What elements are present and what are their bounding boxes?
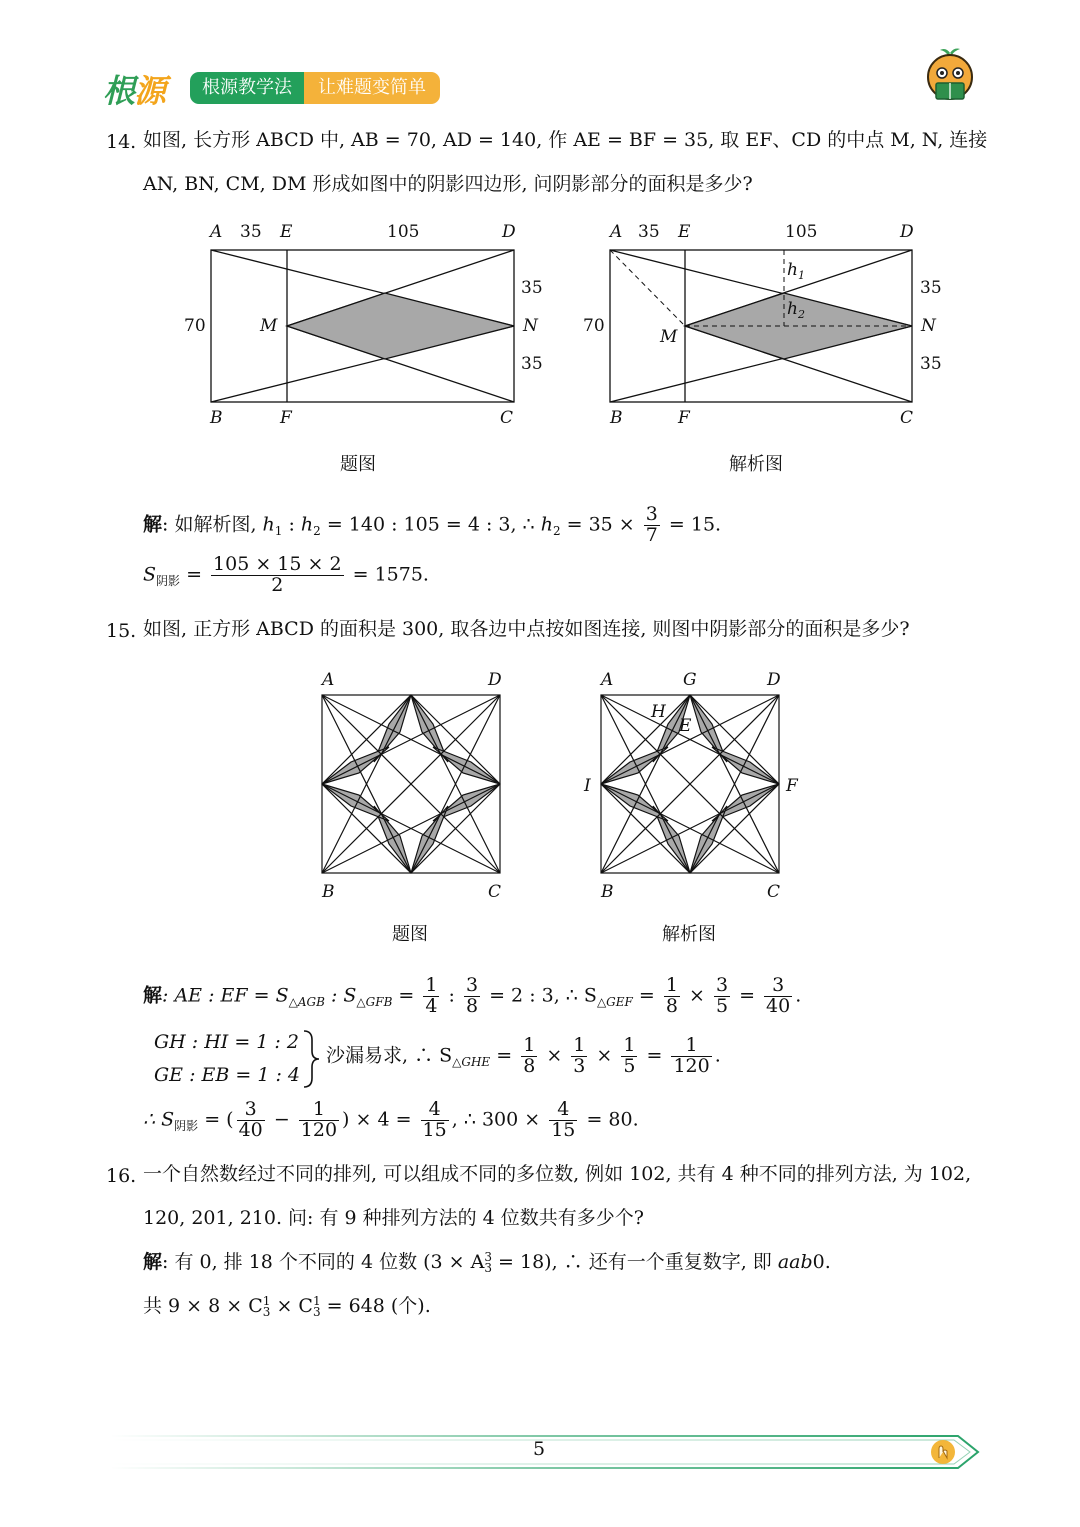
- p14-text-line2: AN, BN, CM, DM 形成如图中的阴影四边形, 问阴影部分的面积是多少?: [143, 173, 753, 195]
- page-number: 5: [533, 1438, 546, 1460]
- p14a-label-B: B: [210, 408, 223, 428]
- p14b-label-right-lower: 35: [920, 354, 942, 374]
- p14b-label-M: M: [660, 327, 678, 347]
- p14-right-caption: 解析图: [729, 454, 783, 475]
- p14b-label-70: 70: [583, 316, 605, 336]
- slogan-left: 根源教学法: [190, 72, 304, 104]
- p15b-label-I: I: [584, 776, 591, 796]
- logo-part1: 根: [103, 72, 135, 110]
- p14b-label-35: 35: [638, 222, 660, 242]
- p14a-label-right-upper: 35: [521, 278, 543, 298]
- p15b-label-D: D: [767, 670, 781, 690]
- p14-solution-line1: 解: 如解析图, $h_1$ : $h_2 = 140$ : 105 = 4 : 3, ∴ $h_2 = 35$ × $\frac{3}{7}$ = 15.: [143, 503, 722, 546]
- p14a-label-D: D: [502, 222, 516, 242]
- p15-figure-analysis: [579, 665, 809, 905]
- p15-right-caption: 解析图: [662, 924, 716, 945]
- p15-text-line1: 如图, 正方形 ABCD 的面积是 300, 取各边中点按如图连接, 则图中阴影部分的面积是多少?: [143, 618, 910, 640]
- p15-solution-line3: ∴ $S_{阴影}$ = ( $\frac{3}{40}$ − $\frac{1}{120}$ ) × 4 = $\frac{4}{15}$ , ∴ 300 × $\frac{4}{15}$ = 80.: [143, 1098, 639, 1141]
- p14b-label-h2: $h_2$: [787, 299, 805, 321]
- p14a-label-35: 35: [240, 222, 262, 242]
- p14b-label-105: 105: [785, 222, 818, 242]
- p15b-label-A: A: [601, 670, 614, 690]
- p14b-label-A: A: [610, 222, 623, 242]
- p15-system-row1: GH : HI = 1 : 2: [154, 1031, 299, 1053]
- slogan-right: 让难题变简单: [304, 72, 440, 104]
- p15b-label-B: B: [601, 882, 614, 902]
- p16-number: 16.: [106, 1165, 137, 1187]
- p16-text-line1: 一个自然数经过不同的排列, 可以组成不同的多位数, 例如 102, 共有 4 种不同的排列方法, 为 102,: [143, 1163, 972, 1185]
- p16-solution-line2: 共 9 × 8 × C 1 3 × C 1 3 = 648 (个).: [143, 1294, 431, 1319]
- p14a-label-105: 105: [387, 222, 420, 242]
- p14-number: 14.: [106, 131, 137, 153]
- p15a-label-D: D: [488, 670, 502, 690]
- hand-pointer-icon: [929, 1438, 957, 1466]
- p15b-label-C: C: [767, 882, 781, 902]
- p14-figure-question: [170, 215, 560, 445]
- p15-solution-line2: 沙漏易求, ∴ $S_{\triangle GHE}$ = $\frac{1}{8}$ × $\frac{1}{3}$ × $\frac{1}{5}$ = $\frac{1}{120}$ .: [326, 1034, 721, 1077]
- p14b-label-E: E: [678, 222, 691, 242]
- p14b-label-right-upper: 35: [920, 278, 942, 298]
- p16-text-line2: 120, 201, 210. 问: 有 9 种排列方法的 4 位数共有多少个?: [143, 1207, 644, 1229]
- p14-text-line1: 如图, 长方形 ABCD 中, AB = 70, AD = 140, 作 AE = BF = 35, 取 EF、CD 的中点 M, N, 连接: [143, 129, 988, 151]
- p14a-label-C: C: [500, 408, 514, 428]
- p14-solution-line2: $S_{阴影}$ = $\frac{105 \times 15 \times 2}{2}$ = 1575.: [143, 553, 429, 596]
- p14b-label-D: D: [900, 222, 914, 242]
- p15-left-caption: 题图: [392, 924, 428, 945]
- p15b-label-E: E: [679, 716, 692, 736]
- p14-left-caption: 题图: [340, 454, 376, 475]
- p14a-label-70: 70: [184, 316, 206, 336]
- logo-part2: 源: [134, 72, 166, 110]
- right-brace-icon: [300, 1028, 324, 1090]
- brand-logo: [103, 66, 165, 112]
- p15b-label-H: H: [651, 702, 666, 722]
- p15b-label-F: F: [786, 776, 798, 796]
- p14b-label-B: B: [610, 408, 623, 428]
- p15b-label-G: G: [683, 670, 697, 690]
- p15-solution-line1: 解: AE : EF = $S_{\triangle AGB}$ : $S_{\triangle GFB}$ = $\frac{1}{4}$ : $\frac{3}{8}$ = 2 : 3, ∴ $S_{\triangle GEF}$ = $\frac{1}{8}$ × $\frac{3}{5}$ = $\frac{3}{40}$ .: [143, 974, 802, 1017]
- mascot-icon: [920, 47, 980, 105]
- p15a-label-B: B: [322, 882, 335, 902]
- p14a-label-E: E: [280, 222, 293, 242]
- p15-number: 15.: [106, 620, 137, 642]
- p15-figure-question: [300, 665, 530, 905]
- p14a-label-A: A: [210, 222, 223, 242]
- p14b-label-h1: $h_1$: [787, 260, 805, 282]
- p15a-label-C: C: [488, 882, 502, 902]
- p14b-label-F: F: [678, 408, 690, 428]
- p14-figure-analysis: [570, 215, 960, 445]
- slogan-banner: [190, 72, 440, 104]
- p15a-label-A: A: [322, 670, 335, 690]
- p14a-label-M: M: [260, 316, 278, 336]
- p14a-label-right-lower: 35: [521, 354, 543, 374]
- p14b-label-C: C: [900, 408, 914, 428]
- p16-solution-line1: 解: 有 0, 排 18 个不同的 4 位数 (3 × A 3 3 = 18), ∴ 还有一个重复数字, 即 aab0.: [143, 1250, 831, 1275]
- p14a-label-N: N: [523, 316, 538, 336]
- p14a-label-F: F: [280, 408, 292, 428]
- p14b-label-N: N: [921, 316, 936, 336]
- p15-system-row2: GE : EB = 1 : 4: [154, 1064, 301, 1086]
- footer-band: [110, 1434, 990, 1474]
